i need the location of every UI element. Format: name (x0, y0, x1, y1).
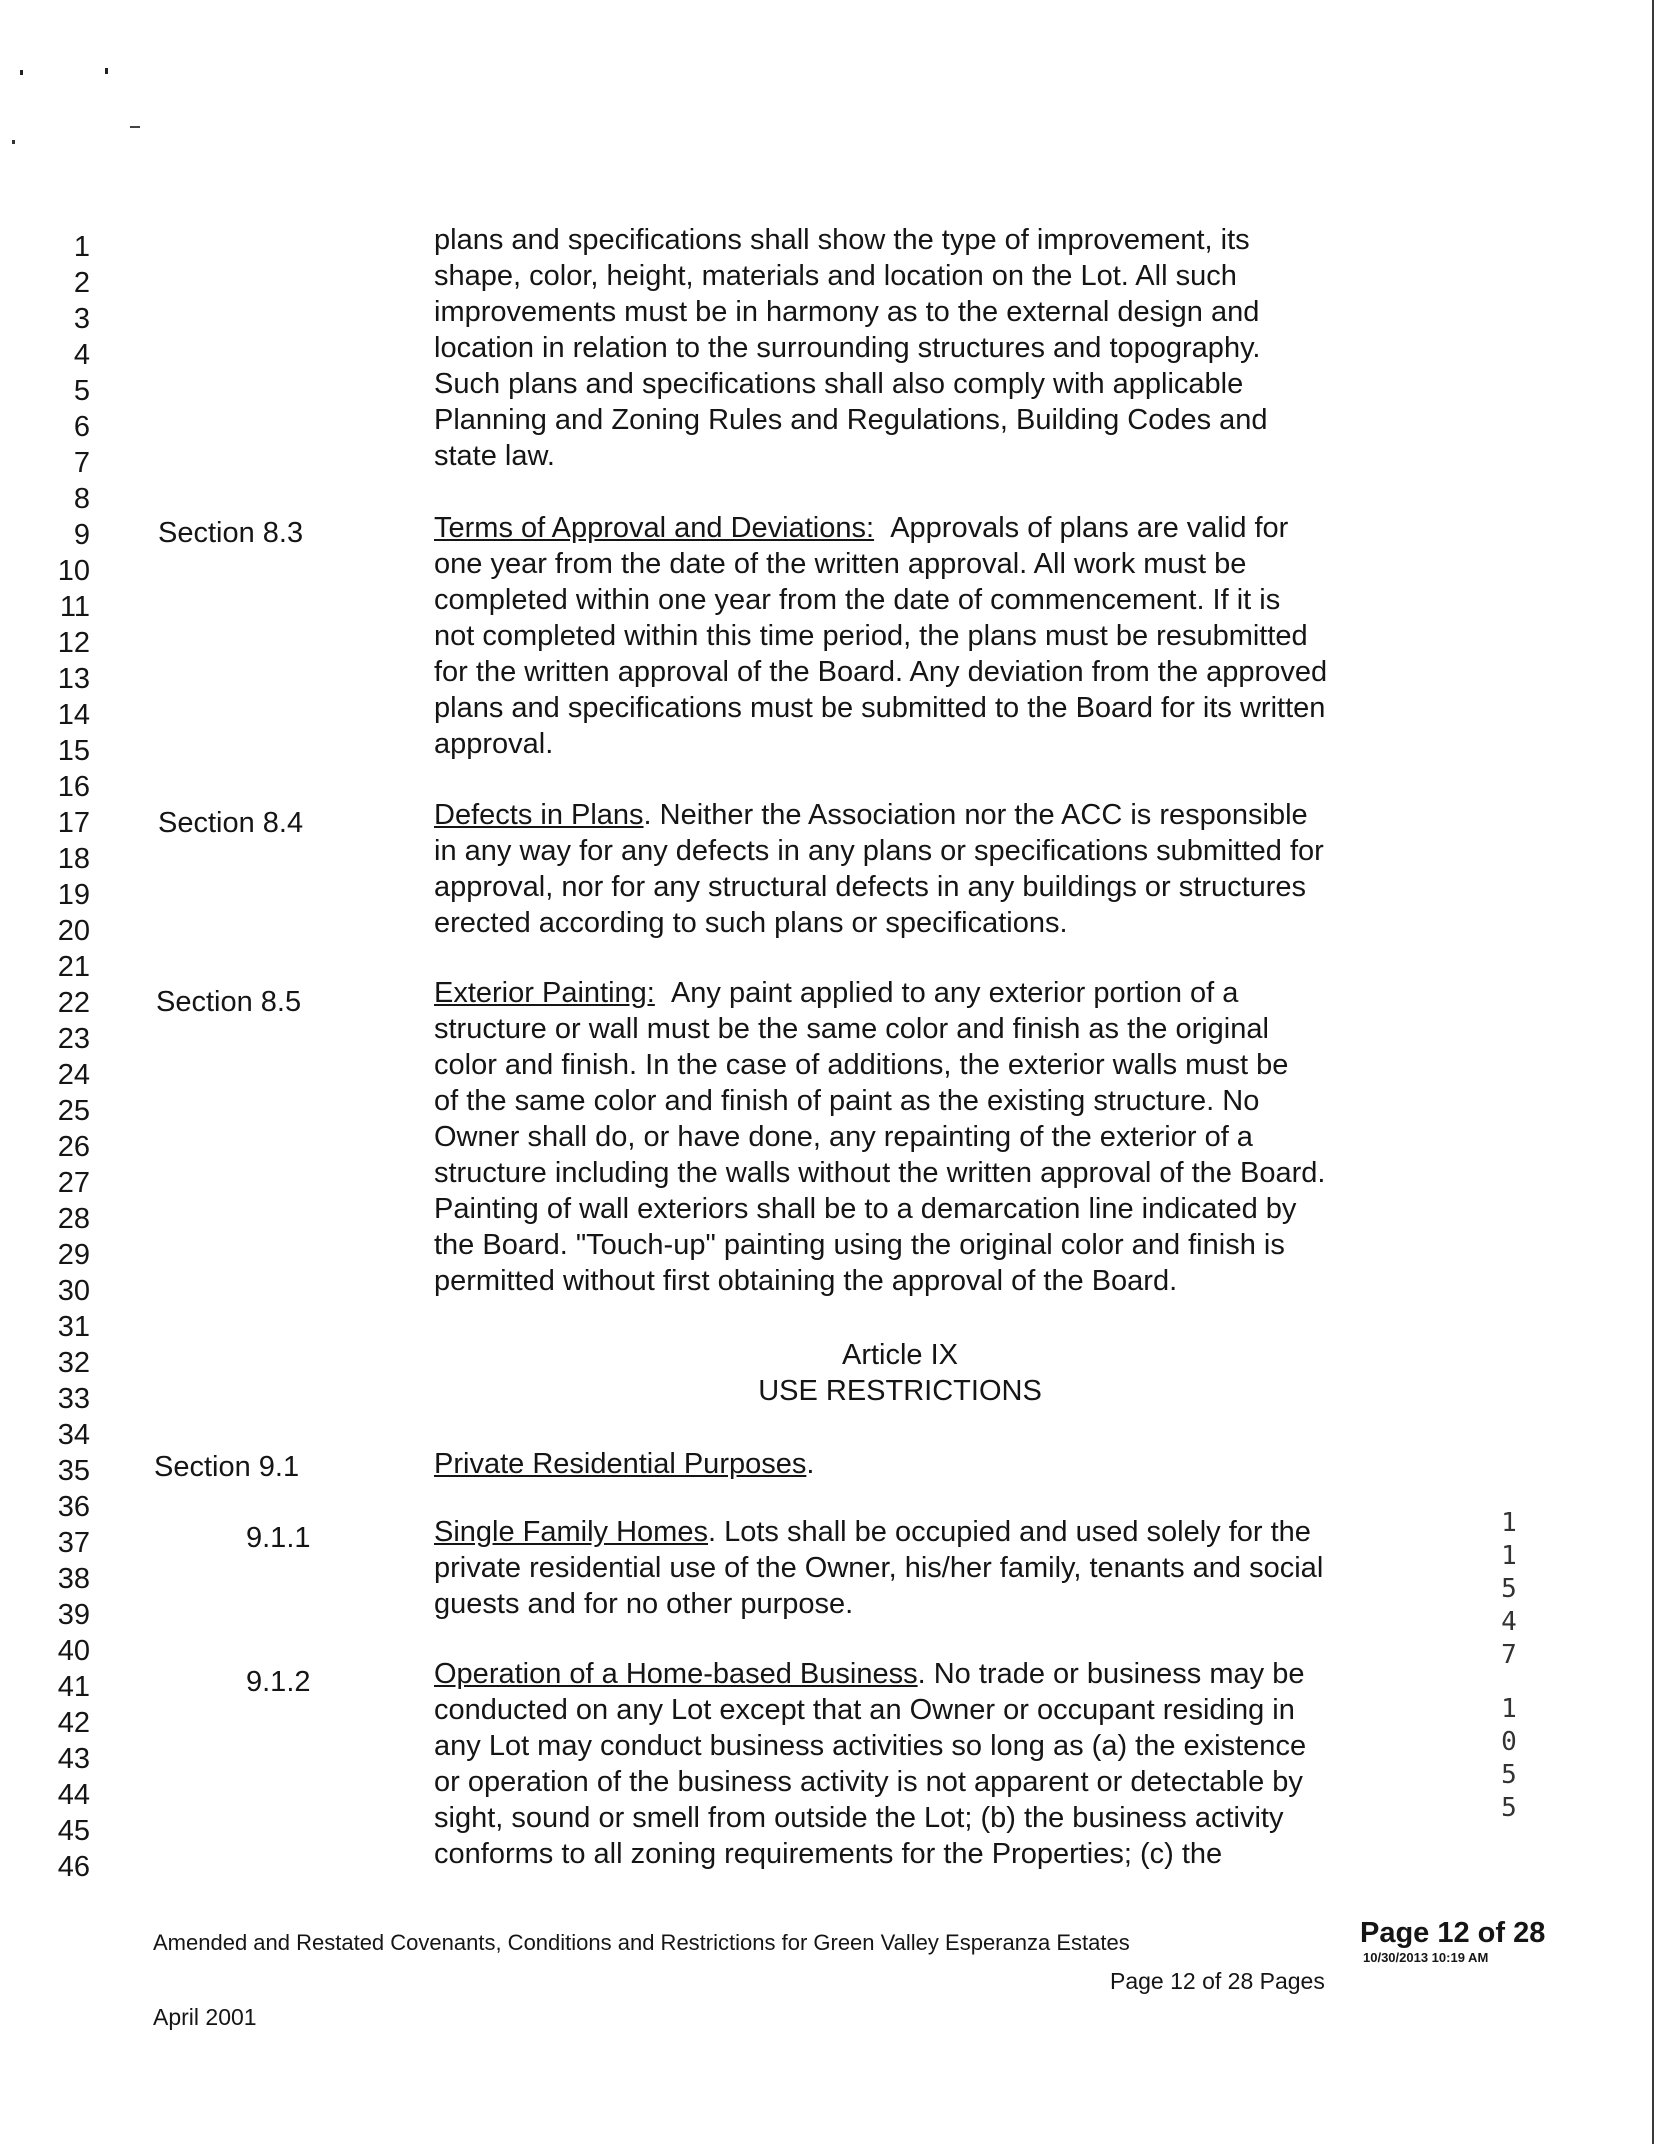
text-line: conducted on any Lot except that an Owner or occupant residing in (434, 1694, 1295, 1726)
stamp-digit: 7 (1501, 1640, 1517, 1670)
line-number: 32 (57, 1347, 90, 1379)
line-number: 41 (57, 1671, 90, 1703)
stamp-digit: 5 (1501, 1793, 1517, 1823)
line-number: 25 (57, 1095, 90, 1127)
line-number: 30 (57, 1275, 90, 1307)
line-number: 6 (73, 411, 90, 443)
line-number: 4 (73, 339, 90, 371)
line-number: 40 (57, 1635, 90, 1667)
line-number: 29 (57, 1239, 90, 1271)
stamp-digit: 1 (1501, 1508, 1517, 1538)
section-9-1-2-paragraph (434, 1656, 1366, 1872)
section-8-5-paragraph (434, 975, 1366, 1299)
section-9-1-1-paragraph (434, 1514, 1366, 1622)
stamp-digit: 5 (1501, 1574, 1517, 1604)
stamp-digit: 4 (1501, 1607, 1517, 1637)
line-number: 20 (57, 915, 90, 947)
text-line: Owner shall do, or have done, any repainting of the exterior of a (434, 1121, 1253, 1153)
section-9-1-heading-line (434, 1446, 1366, 1482)
section-8-3-first-line: Approvals of plans are valid for (890, 512, 1289, 544)
article-title: Article IX (841, 1339, 959, 1371)
section-9-1-1-first-line: . Lots shall be occupied and used solely for the (707, 1516, 1311, 1548)
text-line: one year from the date of the written approval. All work must be (434, 548, 1247, 580)
text-line: approval. (434, 728, 554, 760)
line-number: 37 (57, 1527, 90, 1559)
text-line: location in relation to the surrounding structures and topography. (434, 332, 1261, 364)
line-number: 12 (57, 627, 90, 659)
line-number: 43 (57, 1743, 90, 1775)
section-8-5-label: Section 8.5 (156, 986, 302, 1018)
line-number: 39 (57, 1599, 90, 1631)
text-line: plans and specifications must be submitted to the Board for its written (434, 692, 1326, 724)
stamp-digit: 0 (1501, 1727, 1517, 1757)
line-number: 21 (57, 951, 90, 983)
continuation-paragraph (434, 222, 1366, 474)
text-line: erected according to such plans or specifications. (434, 907, 1068, 939)
section-9-1-2-first-line: . No trade or business may be (917, 1658, 1305, 1690)
text-line: shape, color, height, materials and location on the Lot. All such (434, 260, 1237, 292)
text-line: sight, sound or smell from outside the Lot; (b) the business activity (434, 1802, 1284, 1834)
line-number: 17 (57, 807, 90, 839)
section-8-4-label: Section 8.4 (158, 807, 304, 839)
page-edge-line (1652, 0, 1654, 2144)
text-line: improvements must be in harmony as to the external design and (434, 296, 1260, 328)
text-line: not completed within this time period, the plans must be resubmitted (434, 620, 1308, 652)
section-9-1-2-label: 9.1.2 (246, 1666, 311, 1698)
line-number: 19 (57, 879, 90, 911)
line-number: 36 (57, 1491, 90, 1523)
text-line: private residential use of the Owner, his/her family, tenants and social (434, 1552, 1324, 1584)
line-number: 13 (57, 663, 90, 695)
text-line: permitted without first obtaining the approval of the Board. (434, 1265, 1178, 1297)
line-number: 22 (57, 987, 90, 1019)
text-line: Painting of wall exteriors shall be to a demarcation line indicated by (434, 1193, 1297, 1225)
line-number: 7 (73, 447, 90, 479)
line-number: 15 (57, 735, 90, 767)
line-number: 27 (57, 1167, 90, 1199)
text-line: of the same color and finish of paint as the existing structure. No (434, 1085, 1260, 1117)
line-number: 35 (57, 1455, 90, 1487)
footer-document-title: Amended and Restated Covenants, Conditions and Restrictions for Green Valley Esperanza Estates (153, 1930, 1130, 1955)
line-number: 24 (57, 1059, 90, 1091)
text-line: completed within one year from the date of commencement. If it is (434, 584, 1281, 616)
section-9-1-suffix: . (806, 1448, 815, 1480)
section-8-5-heading: Exterior Painting: (434, 977, 655, 1009)
line-number: 14 (57, 699, 90, 731)
text-line: for the written approval of the Board. Any deviation from the approved (434, 656, 1328, 688)
line-number: 10 (57, 555, 90, 587)
text-line (434, 975, 1366, 1011)
section-8-4-first-line: . Neither the Association nor the ACC is responsible (643, 799, 1308, 831)
line-number: 2 (73, 267, 90, 299)
line-number: 9 (73, 519, 90, 551)
line-number: 5 (73, 375, 90, 407)
section-9-1-1-label: 9.1.1 (246, 1522, 311, 1554)
page-number: Page 12 of 28 Pages (1110, 1968, 1325, 1994)
stamp-digit: 1 (1501, 1694, 1517, 1724)
line-number: 16 (57, 771, 90, 803)
stamp-digit: 1 (1501, 1541, 1517, 1571)
section-9-1-heading: Private Residential Purposes (434, 1448, 807, 1480)
section-9-1-2-heading: Operation of a Home-based Business (434, 1658, 918, 1690)
text-line: state law. (434, 440, 555, 472)
text-line: Such plans and specifications shall also comply with applicable (434, 368, 1244, 400)
text-line: or operation of the business activity is not apparent or detectable by (434, 1766, 1303, 1798)
line-number: 3 (73, 303, 90, 335)
text-line: color and finish. In the case of additions, the exterior walls must be (434, 1049, 1289, 1081)
document-date: April 2001 (153, 2004, 257, 2030)
line-number: 45 (57, 1815, 90, 1847)
section-8-3-paragraph (434, 510, 1366, 762)
section-8-3-heading: Terms of Approval and Deviations: (434, 512, 875, 544)
text-line: structure including the walls without the written approval of the Board. (434, 1157, 1326, 1189)
text-line: plans and specifications shall show the type of improvement, its (434, 224, 1250, 256)
line-number: 23 (57, 1023, 90, 1055)
line-number: 34 (57, 1419, 90, 1451)
scan-specks (10, 40, 150, 160)
page-number-stamp: Page 12 of 28 (1360, 1917, 1546, 1949)
text-line: the Board. "Touch-up" painting using the original color and finish is (434, 1229, 1285, 1261)
section-9-1-1-heading: Single Family Homes (434, 1516, 708, 1548)
line-number: 26 (57, 1131, 90, 1163)
article-subtitle: USE RESTRICTIONS (758, 1375, 1042, 1407)
text-line: any Lot may conduct business activities so long as (a) the existence (434, 1730, 1307, 1762)
text-line: structure or wall must be the same color and finish as the original (434, 1013, 1269, 1045)
line-number: 33 (57, 1383, 90, 1415)
text-line: approval, nor for any structural defects in any buildings or structures (434, 871, 1307, 903)
line-number: 28 (57, 1203, 90, 1235)
text-line (434, 797, 1366, 833)
text-line: in any way for any defects in any plans or specifications submitted for (434, 835, 1324, 867)
line-number: 11 (59, 591, 90, 623)
text-line (434, 510, 1366, 546)
section-8-5-first-line: Any paint applied to any exterior portion of a (670, 977, 1239, 1009)
recording-timestamp: 10/30/2013 10:19 AM (1363, 1950, 1489, 1965)
section-8-4-heading: Defects in Plans (434, 799, 644, 831)
line-number: 46 (57, 1851, 90, 1883)
line-number: 18 (57, 843, 90, 875)
text-line (434, 1656, 1366, 1692)
section-8-3-label: Section 8.3 (158, 517, 304, 549)
line-number: 1 (73, 231, 90, 263)
text-line: guests and for no other purpose. (434, 1588, 854, 1620)
text-line: conforms to all zoning requirements for the Properties; (c) the (434, 1838, 1223, 1870)
line-number: 8 (73, 483, 90, 515)
line-number: 44 (57, 1779, 90, 1811)
text-line (434, 1446, 1366, 1482)
line-number: 38 (57, 1563, 90, 1595)
text-line (434, 1514, 1366, 1550)
line-number: 42 (57, 1707, 90, 1739)
section-9-1-label: Section 9.1 (154, 1451, 300, 1483)
line-number: 31 (57, 1311, 90, 1343)
stamp-digit: 5 (1501, 1760, 1517, 1790)
section-8-4-paragraph (434, 797, 1366, 941)
text-line: Planning and Zoning Rules and Regulations, Building Codes and (434, 404, 1268, 436)
